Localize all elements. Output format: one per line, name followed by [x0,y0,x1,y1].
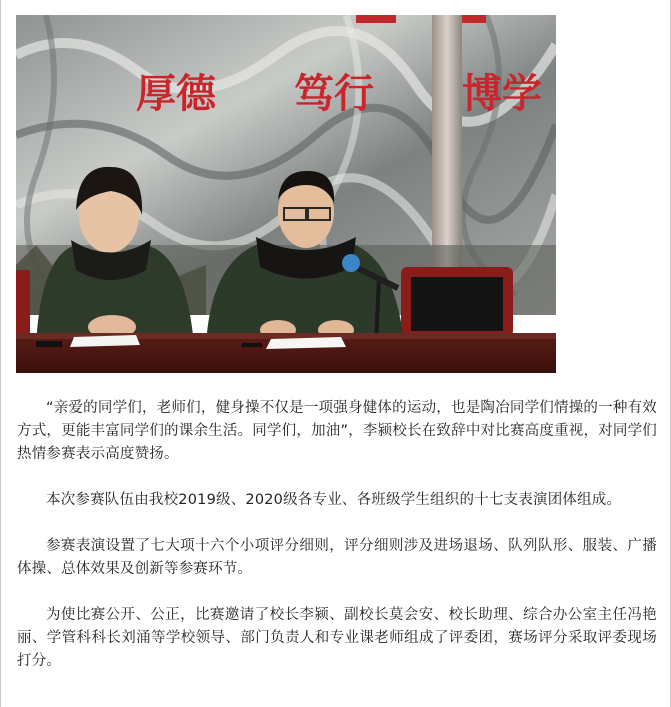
paragraph-scoring-rules: 参赛表演设置了七大项十六个小项评分细则，评分细则涉及进场退场、队列队形、服装、广播体操、总体效果及创新等参赛环节。 [17,538,657,577]
paragraph-judges: 为使比赛公开、公正，比赛邀请了校长李颍、副校长莫会安、校长助理、综合办公室主任冯艳丽、学管科科长刘涌等学校领导、部门负责人和专业课老师组成了评委团，赛场评分采取评委现场打分。 [17,607,657,669]
slogan-1: 厚德 [136,70,216,117]
article-body [17,397,657,673]
event-photo [16,15,556,373]
slogan-2: 笃行 [294,70,374,117]
paragraph-teams: 本次参赛队伍由我校2019级、2020级各专业、各班级学生组织的十七支表演团体组成。 [46,492,622,508]
slogan-3: 博学 [462,70,542,117]
paragraph-speech: “亲爱的同学们，老师们，健身操不仅是一项强身健体的运动，也是陶冶同学们情操的一种有效方式，更能丰富同学们的课余生活。同学们，加油”，李颍校长在致辞中对比赛高度重视，对同学们热情参赛表示高度赞扬。 [17,400,657,462]
